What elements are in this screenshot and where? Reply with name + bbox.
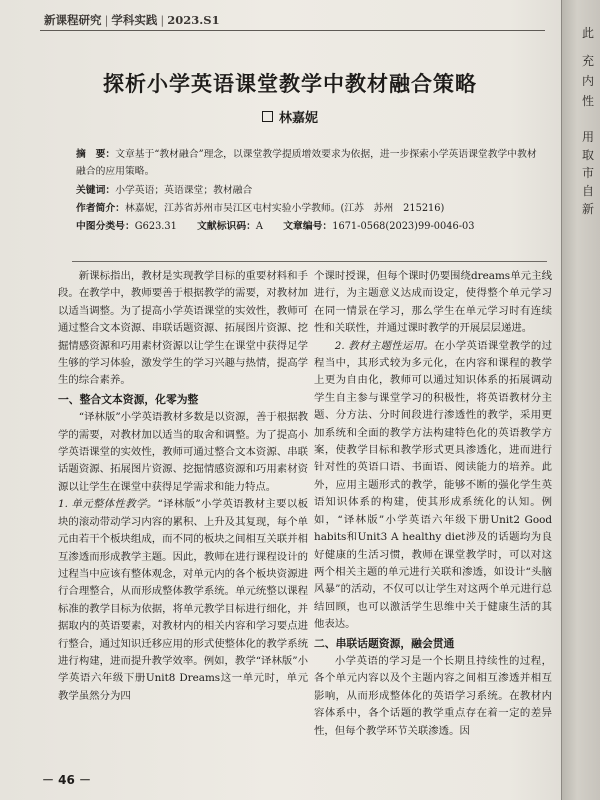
meta-rule [72,261,547,262]
author-name: 林嘉妮 [278,111,318,126]
journal-name: 新课程研究 [44,13,102,27]
author-line [40,107,540,126]
keywords [76,182,546,199]
abstract [76,146,546,180]
doc-code-label: 文献标识码： [197,221,256,232]
paragraph-3 [314,338,552,634]
edge-glyph: 充 [581,54,594,68]
article-number-value: 1671-0568(2023)99-0046-03 [332,221,475,232]
edge-glyph: 市 [581,166,594,180]
edge-glyph: 此 [581,26,594,40]
article-number-label: 文章编号： [283,221,333,232]
author-info-label: 作者简介： [76,203,125,214]
subheading-2: 2. 教材主题性运用。 [334,339,435,352]
edge-glyph: 自 [581,184,594,198]
doc-code-value: A [255,221,263,232]
edge-glyph: 取 [581,148,594,162]
paragraph-1: “译林版”小学英语教材多数是以资源，善于根据教学的需要，对教材加以适当的取舍和调整。为了提高小学英语课堂的实效性，教师可通过整合文本资源、串联话题资源、拓展图片资源、挖掘情感资源和巧用素材资源以让学生在课堂中获得足学需求和能力特点。 [58,411,308,493]
right-column [314,268,552,740]
author-info [76,200,546,217]
header-rule [40,30,545,31]
section-name: 学科实践 [111,13,158,27]
paragraph-2-text: “译林版”小学英语教材主要以板块的滚动带动学习内容的累积、上升及其复现，每个单元由若干个板块组成，而不同的板块之间相互关联并相互渗透而形成教学主题。因此，教师在进行课程设计的过程当中应该有整体观念，对单元内的各个板块资源进行合理整合，从而形成整体教学系统。单元统整以课程标准的教学目标为依据，将单元教学目标进行细化，并据取内的英语要素，对教材内的相关内容和学习要点进行整合，通过知识迁移应用的形式使整体化的教学系统进行构建，进而提升教学效率。例如，教学“译林版”小学英语六年级下册Unit8 Dreams这一单元时，单元教学虽然分为四 [58,498,308,702]
classification-line [76,218,546,235]
abstract-text: 文章基于“教材融合”理念，以课堂教学提质增效要求为依据，进一步探索小学英语课堂教学中教材融合的应用策略。 [76,149,537,177]
adjacent-page-edge [561,0,600,800]
keywords-label: 关键词： [76,185,116,196]
continued-paragraph: 个课时授课，但每个课时仍要围绕dreams单元主线进行，为主题意义达成而设定，使得整个单元学习在同一情景在学习，那么学生在单元学习时有连续性和关联性，并通过课时教学的开展层层递进。 [314,270,552,335]
edge-glyph: 性 [581,94,594,108]
intro-paragraph: 新课标指出，教材是实现教学目标的重要材料和手段。在教学中，教师要善于根据教学的需要，对教材加以适当调整。为了提高小学英语课堂的实效性，教师可通过整合文本资源、串联话题资源、拓展图片资源、挖掘情感资源和巧用素材资源以让学生在课堂中获得足学生够的学习体验，激发学生的学习兴趣与热情，提高学生的综合素养。 [58,270,308,387]
section-heading-1: 一、整合文本资源，化零为整 [58,392,199,406]
article-title: 探析小学英语课堂教学中教材融合策略 [103,72,477,96]
author-info-text: 林嘉妮，江苏省苏州市吴江区屯村实验小学教师。(江苏 苏州 215216) [124,203,445,214]
clc-label: 中图分类号： [76,221,135,232]
edge-glyph: 用 [581,130,594,144]
running-header: 新课程研究 | 学科实践 | 2023.S1 [44,13,220,27]
author-box-icon [262,111,273,122]
left-column [58,268,308,705]
edge-glyph: 新 [581,202,594,216]
issue-number: 2023.S1 [167,13,220,27]
paragraph-4: 小学英语的学习是一个长期且持续性的过程，各个单元内容以及个主题内容之间相互渗透并相互影响，从而形成整体化的英语学习系统。在教材内容体系中，各个话题的教学重点存在着一定的差异性，但每个教学环节关联渗透。因 [314,654,552,737]
keywords-text: 小学英语；英语课堂；教材融合 [115,185,253,196]
section-heading-2: 二、串联话题资源，融会贯通 [314,636,455,650]
edge-glyph: 内 [581,74,594,88]
page-number: － 46 － [42,773,92,787]
paragraph-3-text: 在小学英语课堂教学的过程当中，其形式较为多元化，在内容和课程的教学上更为自由化，教师可以通过知识体系的拓展调动学生自主参与课堂学习的积极性，将英语教材分主题、分方法、分时间段进行渗透性的教学，采用更加系统和全面的教学方法构建特色化的英语教学方案，使教学目标和教学形式更具渗透化，进而进行针对性的英语口语、书面语、阅读能力的培养。此外，应用主题形式的教学，能够不断的强化学生英语知识体系的构建，使其形成系统化的认知。例如，“译林版”小学英语六年级下册Unit2 Good habits和Unit3 A healthy diet涉及的话题均为良好健康的生活习惯，教师在课堂教学时，可以对这两个相关主题的单元进行关联和渗透，如设计“头脑风暴”的活动，不仅可以让学生对这两个单元进行总结回顾，也可以激活学生思维中关于健康生活的其他表达。 [314,339,552,631]
paragraph-2 [58,496,308,705]
subheading-1: 1. 单元整体性教学。 [58,498,158,511]
clc-value: G623.31 [134,221,177,232]
abstract-label: 摘 要： [76,149,116,160]
